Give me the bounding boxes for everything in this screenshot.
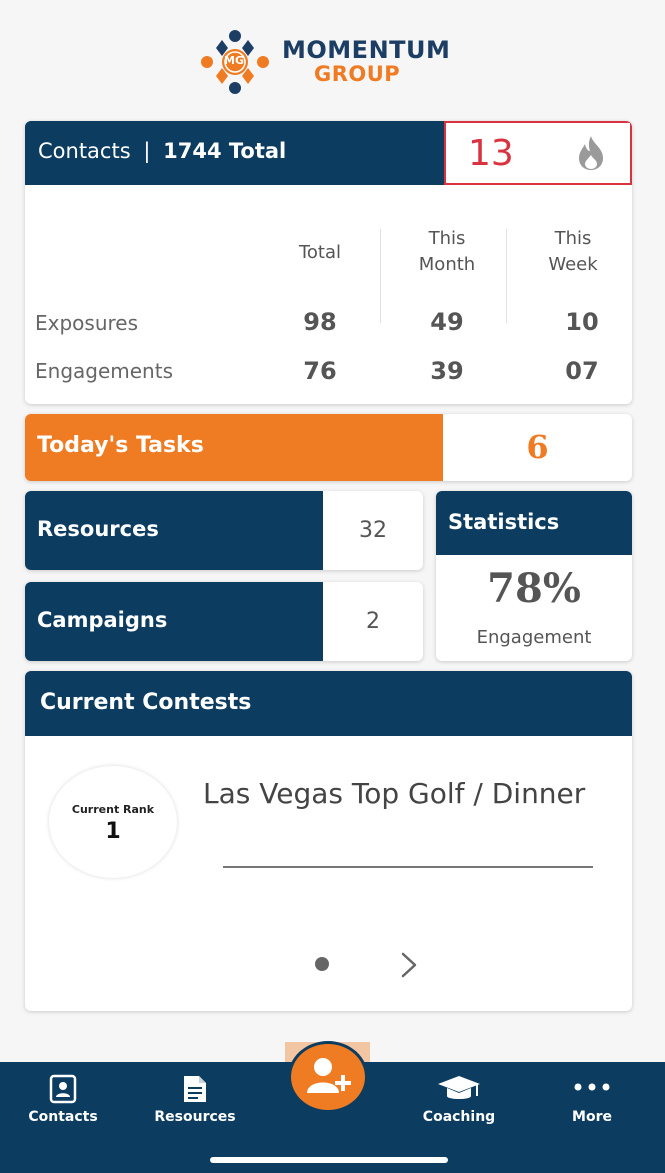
- nav-item-more[interactable]: [532, 1062, 652, 1142]
- engagement-percentage: 78%: [487, 565, 581, 612]
- contacts-total: 1744 Total: [163, 139, 287, 163]
- document-icon: [135, 1074, 255, 1108]
- nav-label-contacts: Contacts: [28, 1109, 98, 1125]
- todays-tasks-header[interactable]: [25, 414, 443, 481]
- current-rank-value: 1: [105, 819, 121, 844]
- nav-label-resources: Resources: [154, 1109, 236, 1125]
- nav-item-coaching[interactable]: [399, 1062, 519, 1142]
- logo-name-line2: GROUP: [314, 62, 401, 86]
- current-contests-card[interactable]: [25, 671, 632, 1011]
- contacts-separator: |: [143, 139, 151, 163]
- engagement-label: Engagement: [476, 627, 592, 648]
- column-header-this-month: [407, 226, 487, 278]
- nav-label-more: More: [572, 1109, 612, 1125]
- engagements-this-week: 07: [565, 357, 599, 385]
- statistics-header[interactable]: [436, 491, 632, 555]
- statistics-label: Statistics: [448, 510, 560, 534]
- column-header-week-line2: Week: [548, 254, 598, 275]
- exposures-this-month: 49: [430, 308, 464, 336]
- home-indicator: [210, 1157, 448, 1163]
- resources-card[interactable]: [25, 491, 423, 570]
- resources-count: 32: [359, 518, 387, 543]
- hot-contacts-count: 13: [468, 133, 514, 174]
- exposures-this-week: 10: [565, 308, 599, 336]
- todays-tasks-label: Today's Tasks: [37, 433, 204, 458]
- logo-name-line1: MOMENTUM: [282, 36, 451, 64]
- column-header-total-label: Total: [298, 242, 342, 263]
- exposures-total: 98: [303, 308, 337, 336]
- pager-dot[interactable]: [315, 957, 329, 971]
- add-user-icon: [301, 1055, 355, 1099]
- engagements-total: 76: [303, 357, 337, 385]
- contacts-label: Contacts: [38, 139, 131, 163]
- column-header-month-line2: Month: [418, 254, 476, 275]
- column-header-week-line1: This: [554, 228, 592, 249]
- flame-icon: [576, 135, 606, 171]
- todays-tasks-card[interactable]: [25, 414, 632, 481]
- contest-title[interactable]: Las Vegas Top Golf / Dinner: [203, 777, 586, 810]
- column-header-total: [280, 240, 360, 266]
- column-divider: [380, 229, 381, 323]
- todays-tasks-count: 6: [526, 428, 549, 466]
- statistics-card[interactable]: [436, 491, 632, 661]
- chevron-right-icon[interactable]: [399, 951, 419, 979]
- nav-label-coaching: Coaching: [422, 1109, 496, 1125]
- graduation-cap-icon: [399, 1074, 519, 1108]
- contacts-icon: [3, 1074, 123, 1108]
- nav-item-resources[interactable]: [135, 1062, 255, 1142]
- campaigns-header[interactable]: [25, 582, 323, 661]
- column-divider: [506, 229, 507, 323]
- campaigns-card[interactable]: [25, 582, 423, 661]
- nav-item-contacts[interactable]: [3, 1062, 123, 1142]
- current-rank-badge: [49, 766, 177, 878]
- resources-label: Resources: [37, 517, 159, 541]
- logo-initials: MG: [224, 54, 244, 67]
- column-header-month-line1: This: [428, 228, 466, 249]
- row-label-exposures: Exposures: [35, 311, 139, 335]
- engagements-this-month: 39: [430, 357, 464, 385]
- current-contests-label: Current Contests: [40, 690, 252, 715]
- campaigns-count: 2: [366, 609, 380, 634]
- contacts-header[interactable]: [25, 121, 444, 185]
- resources-header[interactable]: [25, 491, 323, 570]
- contacts-title: [38, 139, 286, 163]
- add-contact-fab[interactable]: [288, 1041, 368, 1113]
- momentum-group-logo: [198, 26, 458, 96]
- campaigns-label: Campaigns: [37, 608, 168, 632]
- column-header-this-week: [533, 226, 613, 278]
- row-label-engagements: Engagements: [35, 359, 173, 383]
- hot-contacts-box[interactable]: [444, 121, 632, 185]
- contacts-card[interactable]: [25, 121, 632, 404]
- current-rank-label: Current Rank: [71, 803, 155, 816]
- more-dots-icon: [532, 1074, 652, 1108]
- current-contests-header: [25, 671, 632, 736]
- contest-progress-line: [223, 866, 593, 868]
